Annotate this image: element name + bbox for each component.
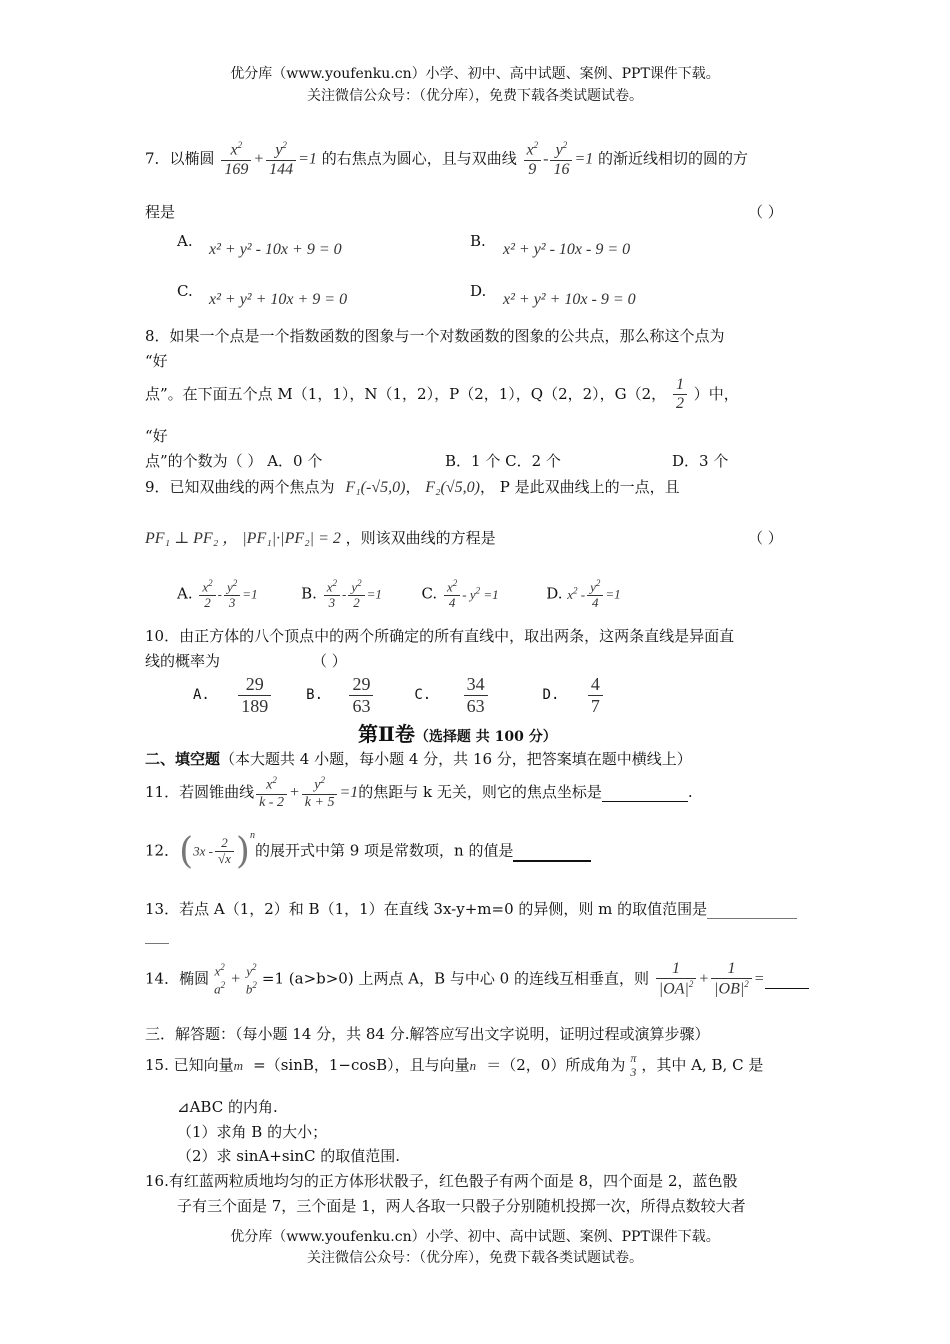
q8-line5c: D．3 个 xyxy=(672,452,729,470)
q7-line2: 程是 xyxy=(145,203,176,221)
question-12: 12．(3x - $\frac{2}{√x}$ )$^n$的展开式中第 9 项是常数项，n 的值是 xyxy=(145,830,591,873)
q7-option-d-label: D. xyxy=(470,282,487,300)
q9-bracket: （ ） xyxy=(748,529,783,547)
q7-ellipse-frac-x: $\frac{x^2}{169}$ xyxy=(221,140,251,179)
q12-answer-blank[interactable] xyxy=(513,842,591,862)
q12-prefix: 12． xyxy=(145,841,180,860)
q15-line3: （1）求角 B 的大小； xyxy=(177,1123,328,1141)
q9-prefix: 9．已知双曲线的两个焦点为 xyxy=(145,478,335,496)
part-2-heading xyxy=(145,750,692,768)
q13-line2 xyxy=(145,925,169,944)
q14-frac-ob: $\frac{1}{|OB|^2}$ xyxy=(711,960,752,999)
q11-answer-blank[interactable] xyxy=(602,783,688,802)
q15-line1a: 15. 已知向量 xyxy=(145,1055,234,1074)
header-line-2: 关注微信公众号：（优分库），免费下载各类试题试卷。 xyxy=(307,88,643,104)
q9-line2 xyxy=(145,529,496,548)
q7-option-d: x² + y² + 10x - 9 = 0 xyxy=(503,291,636,308)
q15-line4: （2）求 sinA+sinC 的取值范围. xyxy=(177,1147,401,1165)
q8-line5a: 点”的个数为（ ） A．0 个 xyxy=(145,452,323,470)
q8-line2: “好 xyxy=(145,352,168,370)
footer-line-1: 优分库（www.youfenku.cn）小学、初中、高中试题、案例、PPT课件下载。 xyxy=(230,1229,720,1245)
q15-line1: 15. 已知向量m⃗=（sinB，1−cosB），且与向量n⃗＝（2，0）所成角为 π 3 ，其中 A, B, C 是 xyxy=(145,1051,764,1079)
q11-frac-y: $\frac{y^2}{k + 5}$ xyxy=(302,775,338,811)
q7-option-b: x² + y² - 10x - 9 = 0 xyxy=(503,241,631,258)
q15-line1b: =（sinB，1−cosB），且与向量 xyxy=(253,1055,470,1074)
section-2-title-main: 第Ⅱ卷 xyxy=(358,722,415,746)
q9-option-a-frac-x: $\frac{x^2}{2}$ xyxy=(199,578,215,611)
q9-f2: F₂(√5,0) xyxy=(425,479,480,496)
q13-line1 xyxy=(145,900,797,919)
q10-line1: 10．由正方体的八个顶点中的两个所确定的所有直线中，取出两条，这两条直线是异面直 xyxy=(145,627,735,645)
q10-line2: 线的概率为 xyxy=(145,652,221,670)
q11-prefix: 11．若圆锥曲线 xyxy=(145,782,255,801)
q8-line5b: B．1 个 C．2 个 xyxy=(445,452,561,470)
q15-angle-frac: π 3 xyxy=(630,1051,637,1079)
q9-tail: ，则该双曲线的方程是 xyxy=(345,529,496,547)
q8-line1: 8．如果一个点是一个指数函数的图象与一个对数函数的图象的公共点，那么称这个点为 xyxy=(145,327,725,345)
q7-ellipse-frac-y: $\frac{y^2}{144}$ xyxy=(266,140,296,179)
q15-line1c: ＝（2，0）所成角为 xyxy=(486,1055,626,1074)
section-2-title xyxy=(358,722,557,746)
q8-line3 xyxy=(145,376,739,414)
section-2-subtitle: （选择题 共 100 分） xyxy=(414,729,557,745)
q14-prefix: 14．椭圆 xyxy=(145,969,210,988)
q10-option-d-frac: $\frac{4}{7}$ xyxy=(588,674,603,716)
q9-condition: PF₁ ⊥ PF₂ ， |PF₁|·|PF₂| = 2 xyxy=(145,530,341,547)
q7-mid: 的右焦点为圆心，且与双曲线 xyxy=(321,149,517,168)
q7-option-c: x² + y² + 10x + 9 = 0 xyxy=(209,291,348,308)
q16-line1: 16.有红蓝两粒质地均匀的正方体形状骰子，红色骰子有两个面是 8，四个面是 2，蓝色骰 xyxy=(145,1172,738,1190)
question-9: 9．已知双曲线的两个焦点为 F₁(-√5,0)， F₂(√5,0)， P 是此双曲线上的一点，且 xyxy=(145,478,680,496)
question-14: 14．椭圆 $x^2$ $a^2$ + $y^2$ $b^2$ =1 (a>b>0) 上两点 A，B 与中心 0 的连线互相垂直，则 $\frac{1}{|OA|^2}$ + $\frac{1}{|OB|^2}$ = xyxy=(145,960,809,999)
q7-hyper-frac-x: $\frac{x^2}{9}$ xyxy=(524,140,542,179)
q14-mid: =1 (a>b>0) 上两点 A，B 与中心 0 的连线互相垂直，则 xyxy=(261,969,649,988)
q14-frac-oa: $\frac{1}{|OA|^2}$ xyxy=(656,960,697,999)
q9-suffix: P 是此双曲线上的一点，且 xyxy=(499,478,680,496)
q14-frac-y: $y^2$ $b^2$ xyxy=(245,962,257,996)
q14-answer-blank[interactable] xyxy=(765,970,809,989)
q8-line4: “好 xyxy=(145,427,168,445)
q8-line3b: ）中， xyxy=(693,384,739,403)
q11-end: . xyxy=(687,782,693,801)
q11-suffix: 的焦距与 k 无关，则它的焦点坐标是 xyxy=(358,782,602,801)
q10-option-a-label: A. xyxy=(193,687,210,704)
q10-options xyxy=(193,674,605,716)
q7-prefix: 7．以椭圆 xyxy=(145,149,215,168)
question-7: 7．以椭圆 $\frac{x^2}{169}$ + $\frac{y^2}{144}$ =1 的右焦点为圆心，且与双曲线 $\frac{x^2}{9}$ - $\frac{y^2}{16}$ =1 的渐近线相切的圆的方 xyxy=(145,140,749,178)
q10-option-c-label: C. xyxy=(414,687,432,704)
q7-option-c-label: C. xyxy=(177,282,193,300)
q9-option-c-label: C. xyxy=(421,584,438,603)
q9-option-a-frac-y: $\frac{y^2}{3}$ xyxy=(224,578,240,611)
q9-option-d-frac-y: $\frac{y^2}{4}$ xyxy=(587,578,603,611)
q7-option-b-label: B. xyxy=(470,232,486,250)
q9-options: A. $\frac{x^2}{2}$ - $\frac{y^2}{3}$ =1 B. $\frac{x^2}{3}$ - $\frac{y^2}{2}$ =1 C. $\frac{x^2}{4}$ - $y^2 =1$ D. $x^2$ - $\frac{y^2}{4}$ =1 xyxy=(177,578,621,611)
q9-option-b-frac-x: $\frac{x^2}{3}$ xyxy=(324,578,340,611)
q14-frac-x: $x^2$ $a^2$ xyxy=(214,962,226,996)
q13-answer-blank-cont[interactable] xyxy=(145,925,169,944)
q10-option-a-frac: $\frac{29}{189}$ xyxy=(238,674,271,716)
q9-option-b-label: B. xyxy=(301,584,317,603)
q13-answer-blank[interactable] xyxy=(707,900,797,919)
part-3-heading: 三．解答题：（每小题 14 分，共 84 分.解答应写出文字说明，证明过程或演算步骤） xyxy=(145,1025,710,1043)
q9-option-d-label: D. xyxy=(546,584,563,603)
q10-option-b-frac: $\frac{29}{63}$ xyxy=(349,674,373,716)
part-2-title: 二、填空题 xyxy=(145,750,221,768)
footer-line-2: 关注微信公众号：（优分库），免费下载各类试题试卷。 xyxy=(307,1250,643,1266)
q10-option-b-label: B. xyxy=(306,687,324,704)
q7-hyper-frac-y: $\frac{y^2}{16}$ xyxy=(550,140,572,179)
q8-half-frac: $\frac{1}{2}$ xyxy=(673,376,687,414)
q10-bracket: （ ） xyxy=(312,652,347,670)
q9-option-c-frac-x: $\frac{x^2}{4}$ xyxy=(444,578,460,611)
q10-option-d-label: D. xyxy=(542,687,560,704)
question-11: 11．若圆锥曲线 $\frac{x^2}{k - 2}$ + $\frac{y^2}{k + 5}$ =1的焦距与 k 无关，则它的焦点坐标是 . xyxy=(145,775,693,810)
q15-line1d: ，其中 A, B, C 是 xyxy=(641,1055,764,1074)
q7-bracket: （ ） xyxy=(748,203,783,221)
q9-option-a-label: A. xyxy=(177,584,193,603)
q13-text: 13．若点 A（1，2）和 B（1，1）在直线 3x-y+m=0 的异侧，则 m 的取值范围是 xyxy=(145,900,708,918)
q12-suffix: 的展开式中第 9 项是常数项，n 的值是 xyxy=(254,841,514,860)
q16-line2: 子有三个面是 7，三个面是 1，两人各取一只骰子分别随机投掷一次，所得点数较大者 xyxy=(177,1197,746,1215)
q12-frac: $\frac{2}{√x}$ xyxy=(215,836,234,867)
header-line-1: 优分库（www.youfenku.cn）小学、初中、高中试题、案例、PPT课件下载。 xyxy=(230,66,720,82)
q7-suffix: 的渐近线相切的圆的方 xyxy=(598,149,749,168)
part-2-desc: （本大题共 4 小题，每小题 4 分，共 16 分，把答案填在题中横线上） xyxy=(220,750,692,768)
q11-frac-x: $\frac{x^2}{k - 2}$ xyxy=(256,775,287,811)
q15-line2: ⊿ABC 的内角. xyxy=(177,1098,278,1116)
q9-option-b-frac-y: $\frac{y^2}{2}$ xyxy=(348,578,364,611)
q8-line3a: 点”。在下面五个点 M（1，1），N（1，2），P（2，1），Q（2，2），G（2， xyxy=(145,384,667,403)
q7-option-a-label: A. xyxy=(177,232,193,250)
q10-option-c-frac: $\frac{34}{63}$ xyxy=(464,674,488,716)
q7-option-a: x² + y² - 10x + 9 = 0 xyxy=(209,241,342,258)
q9-f1: F₁(-√5,0) xyxy=(345,479,406,496)
